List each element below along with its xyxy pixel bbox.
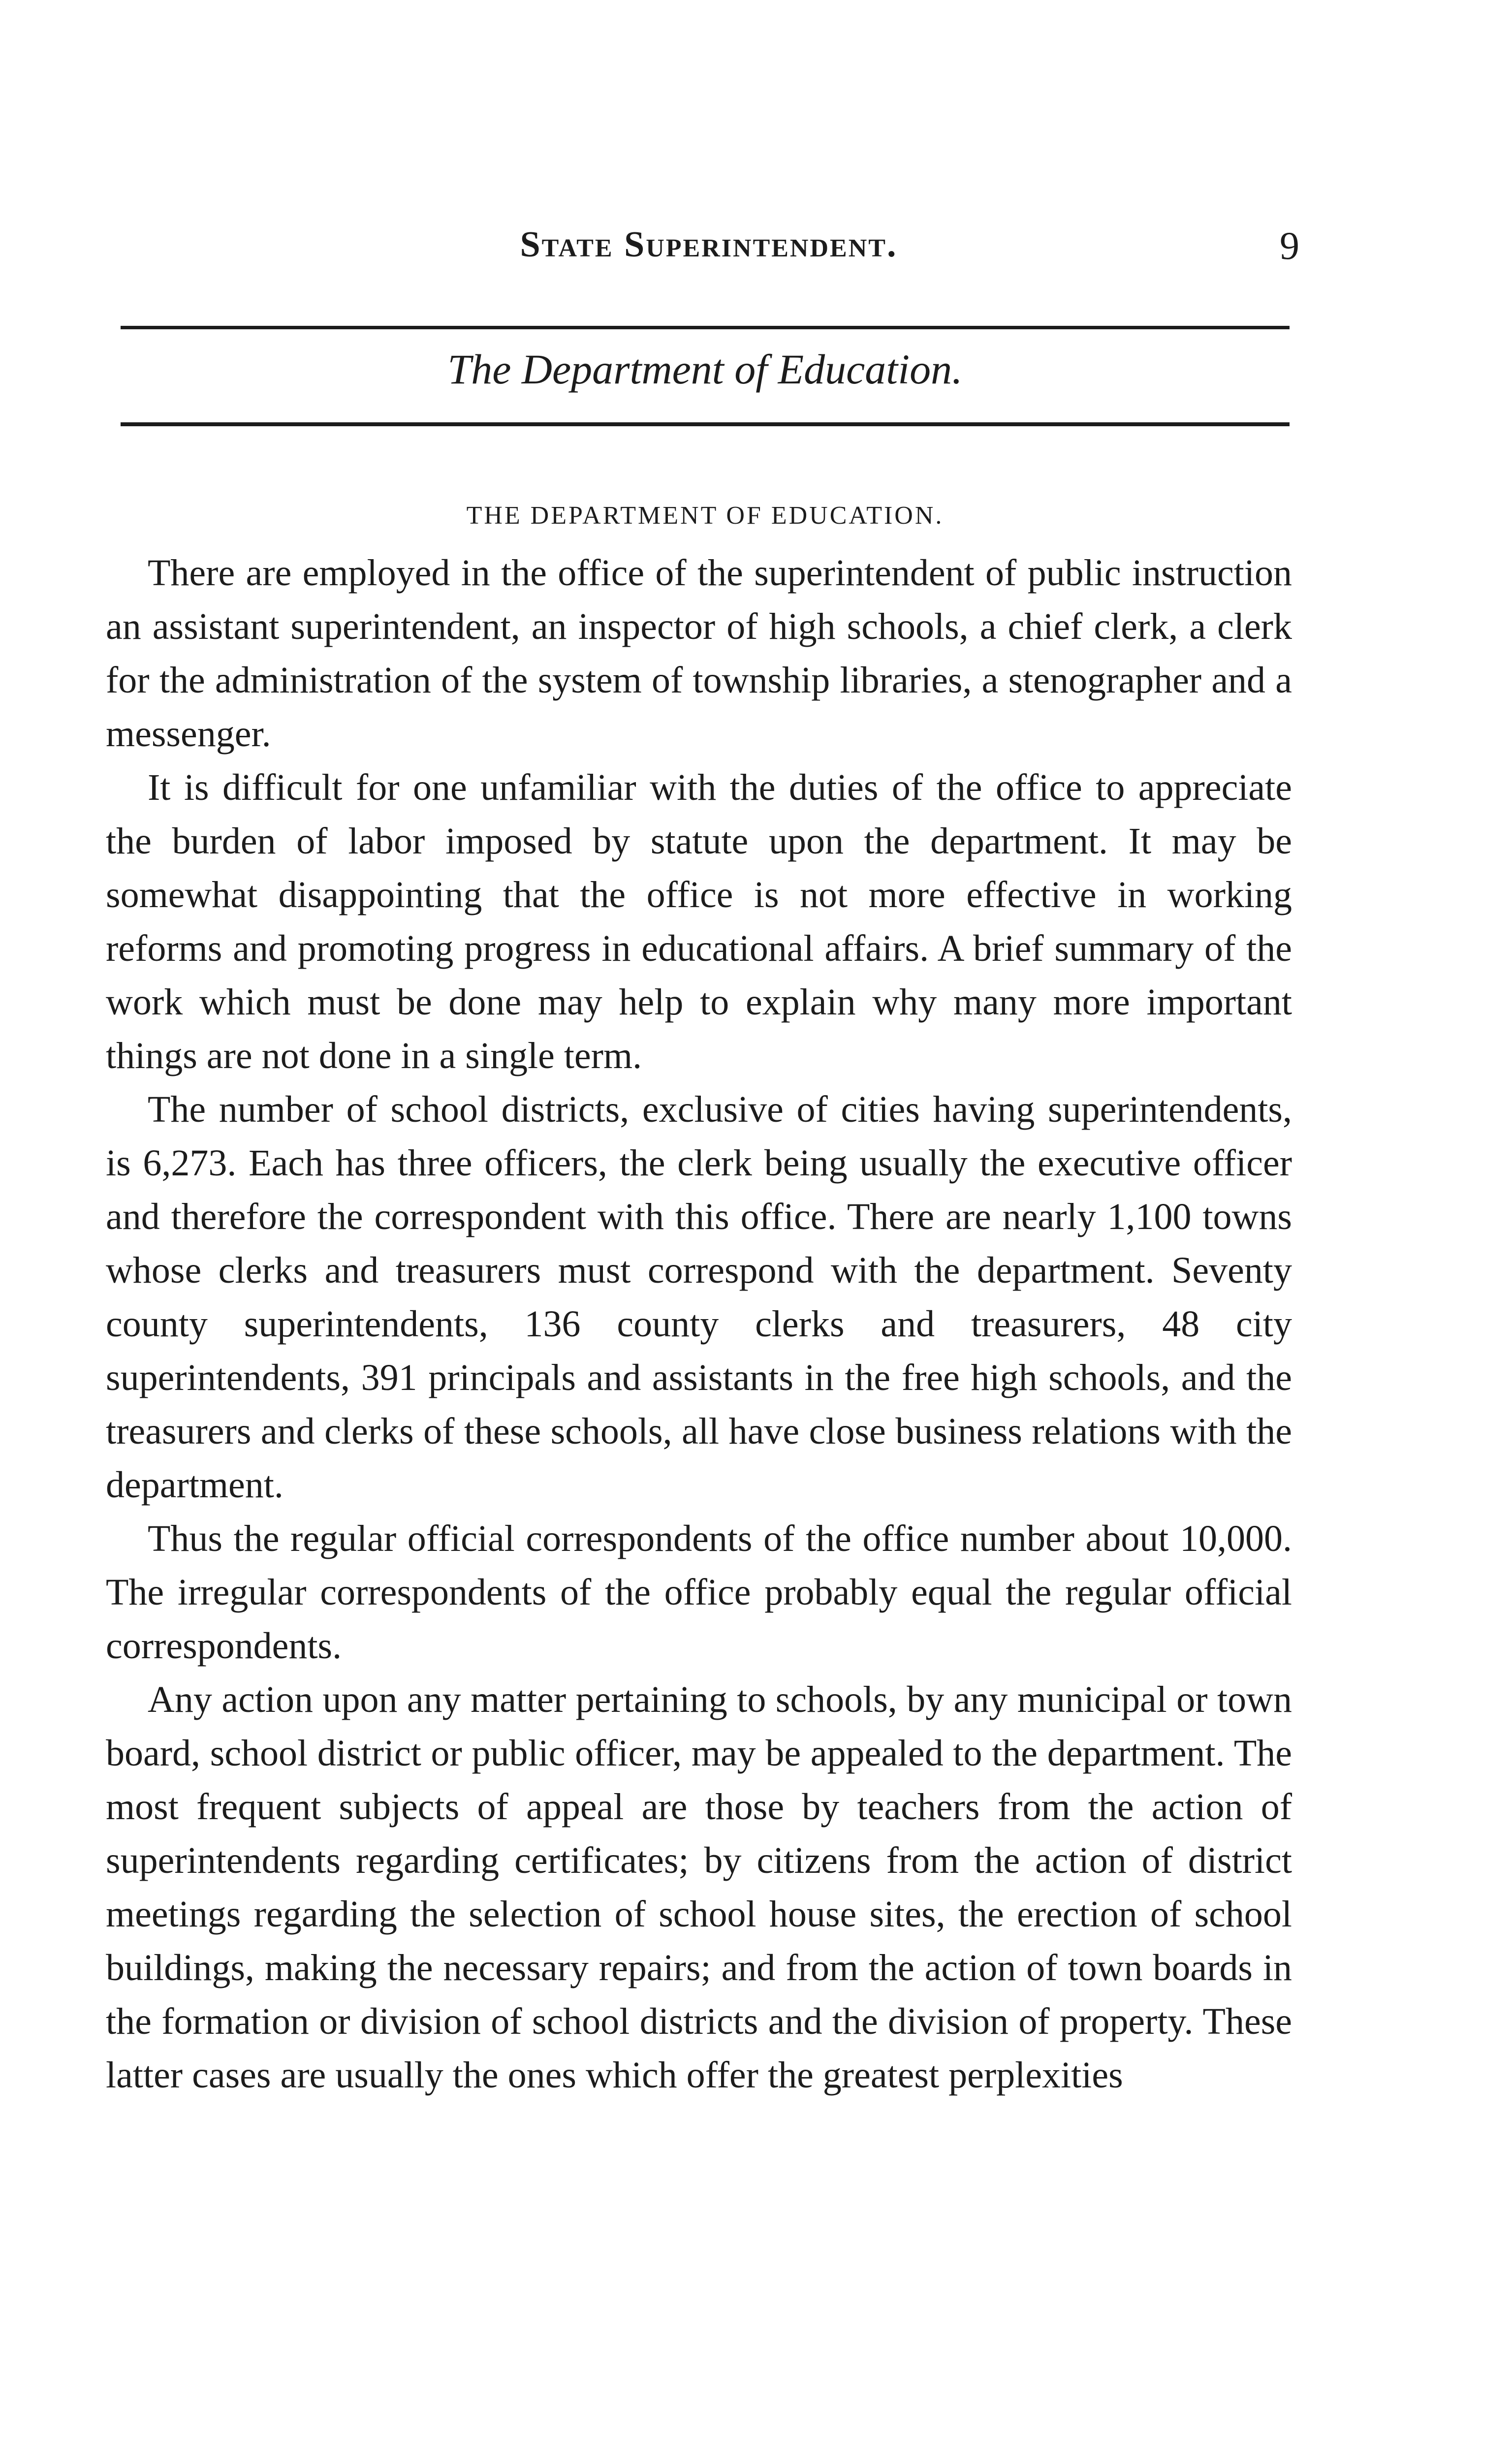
section-heading: THE DEPARTMENT OF EDUCATION. xyxy=(466,502,944,530)
paragraph: Any action upon any matter pertaining to schools, by any municipal or town board, school district or public officer, may be appealed to the department. The most frequent subjects of appeal are those by teachers from the action of superintendents regarding certificates; by citizens from the action of district meetings regarding the selection of school house sites, the erection of school buildings, making the necessary repairs; and from the action of town boards in the formation or division of school districts and the division of property. These latter cases are usually the ones which offer the greatest perplexities xyxy=(106,1679,1292,2096)
section-banner: The Department of Education. xyxy=(447,346,963,393)
top-rule xyxy=(121,326,1290,329)
paragraph: There are employed in the office of the superintendent of public instruction an assistant superintendent, an inspector of high schools, a chief clerk, a clerk for the administration of the system of township libraries, a stenographer and a messenger. xyxy=(106,552,1292,755)
paragraph: The number of school districts, exclusive of cities having superintendents, is 6,273. Each has three officers, the clerk being usually the executive officer and therefore the correspondent with this office. There are nearly 1,100 towns whose clerks and treasurers must correspond with the department. Seventy county superintendents, 136 county clerks and treasurers, 48 city superintendents, 391 principals and assistants in the free high schools, and the treasurers and clerks of these schools, all have close business relations with the department. xyxy=(106,1089,1292,1506)
body-text xyxy=(106,546,1292,2102)
running-head xyxy=(118,224,1299,268)
paragraph: Thus the regular official correspondents of the office number about 10,000. The irregular correspondents of the office probably equal the regular official correspondents. xyxy=(106,1518,1292,1667)
running-title: State Superintendent. xyxy=(520,224,898,265)
bottom-rule xyxy=(121,422,1290,426)
paragraph: It is difficult for one unfamiliar with the duties of the office to appreciate the burden of labor imposed by statute upon the department. It may be somewhat disappointing that the office is not more effective in working reforms and promoting progress in educational affairs. A brief summary of the work which must be done may help to explain why many more important things are not done in a single term. xyxy=(106,767,1292,1076)
page-number: 9 xyxy=(1280,224,1299,268)
